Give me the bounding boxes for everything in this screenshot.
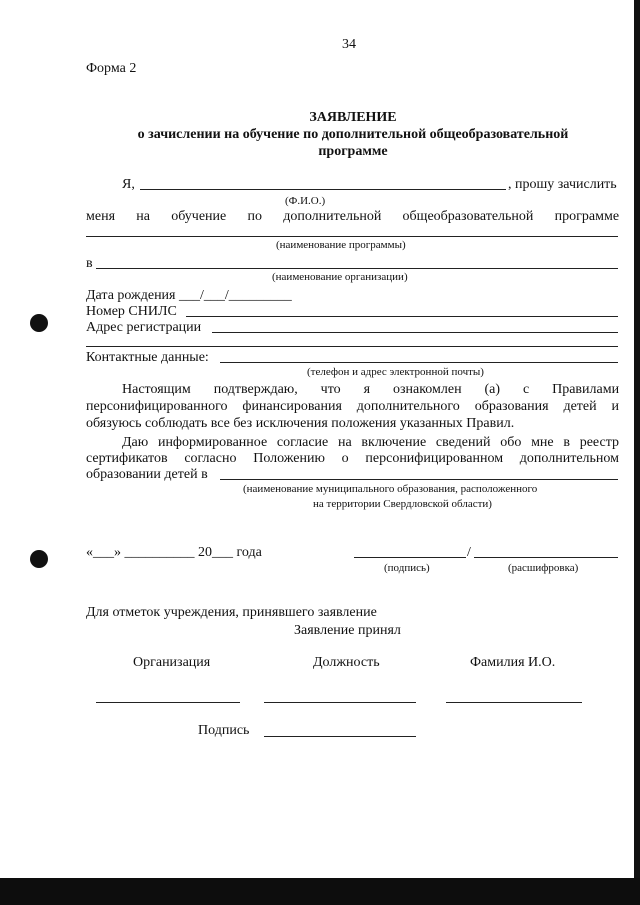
confirm-word: Правилами [552, 382, 620, 397]
form-label: Форма 2 [86, 61, 137, 76]
page-number: 34 [342, 37, 356, 52]
document-subtitle-line1: о зачислении на обучение по дополнительной общеобразовательной [137, 127, 569, 142]
scan-edge-bottom [0, 878, 640, 905]
applicant-suffix: , прошу зачислить [508, 177, 617, 192]
surname-sign-field[interactable] [446, 702, 582, 703]
signature-field[interactable] [354, 557, 466, 558]
program-word: обучение [171, 209, 227, 224]
accepted-label: Заявление принял [294, 623, 401, 638]
birth-date-label: Дата рождения ___/___/_________ [86, 288, 292, 303]
fio-caption: (Ф.И.О.) [285, 195, 326, 207]
signature-slash: / [467, 545, 471, 560]
confirm-word: что [320, 382, 341, 397]
bottom-signature-label: Подпись [198, 723, 250, 738]
column-surname: Фамилия И.О. [470, 655, 556, 670]
program-word: на [136, 209, 150, 224]
consent-line3: образовании детей в [86, 467, 208, 482]
confirm-word: ознакомлен (а) [392, 382, 501, 397]
confirm-word: Настоящим [122, 382, 191, 397]
contacts-label: Контактные данные: [86, 350, 209, 365]
institution-note: Для отметок учреждения, принявшего заявление [86, 605, 377, 620]
program-word: программе [554, 209, 620, 224]
confirm-line1 [122, 383, 619, 397]
municipality-caption-line1: (наименование муниципального образования, расположенного [243, 483, 538, 495]
bottom-signature-field[interactable] [264, 736, 416, 737]
organization-prefix: в [86, 256, 93, 271]
contacts-caption: (телефон и адрес электронной почты) [307, 366, 484, 378]
date-line: «___» __________ 20___ года [86, 545, 262, 560]
confirm-line3: обязуюсь соблюдать все без исключения положения указанных Правил. [86, 416, 515, 431]
position-sign-field[interactable] [264, 702, 416, 703]
applicant-prefix: Я, [122, 177, 135, 192]
confirm-word: подтверждаю, [213, 382, 298, 397]
program-caption: (наименование программы) [276, 239, 406, 251]
punch-hole [30, 314, 48, 332]
program-word: по [247, 209, 262, 224]
consent-line2: сертификатов согласно Положению о персонифицированном дополнительном [86, 451, 619, 466]
address-field[interactable] [212, 332, 618, 333]
document-subtitle-line2: программе [318, 144, 388, 159]
organization-caption: (наименование организации) [272, 271, 408, 283]
snils-field[interactable] [186, 316, 618, 317]
snils-label: Номер СНИЛС [86, 304, 177, 319]
organization-sign-field[interactable] [96, 702, 240, 703]
confirm-word: с [522, 382, 530, 397]
program-line [86, 210, 619, 224]
address-field-line2[interactable] [86, 346, 618, 347]
decoding-field[interactable] [474, 557, 618, 558]
consent-line1: Даю информированное согласие на включение сведений обо мне в реестр [122, 435, 619, 450]
contacts-field[interactable] [220, 362, 618, 363]
fio-field[interactable] [140, 189, 506, 190]
column-organization: Организация [133, 655, 211, 670]
program-word: меня [86, 209, 116, 224]
program-name-field[interactable] [86, 236, 618, 237]
municipality-field[interactable] [220, 479, 618, 480]
program-word: дополнительной [283, 209, 382, 224]
scan-edge-right [634, 0, 640, 905]
organization-field[interactable] [96, 268, 618, 269]
punch-hole [30, 550, 48, 568]
confirm-line2: персонифицированного финансирования дополнительного образования детей и [86, 399, 619, 414]
column-position: Должность [313, 655, 380, 670]
document-title: ЗАЯВЛЕНИЕ [309, 110, 397, 125]
program-word: общеобразовательной [402, 209, 534, 224]
municipality-caption-line2: на территории Свердловской области) [313, 498, 492, 510]
decoding-caption: (расшифровка) [508, 562, 579, 574]
signature-caption: (подпись) [384, 562, 430, 574]
confirm-word: я [363, 382, 371, 397]
address-label: Адрес регистрации [86, 320, 202, 335]
